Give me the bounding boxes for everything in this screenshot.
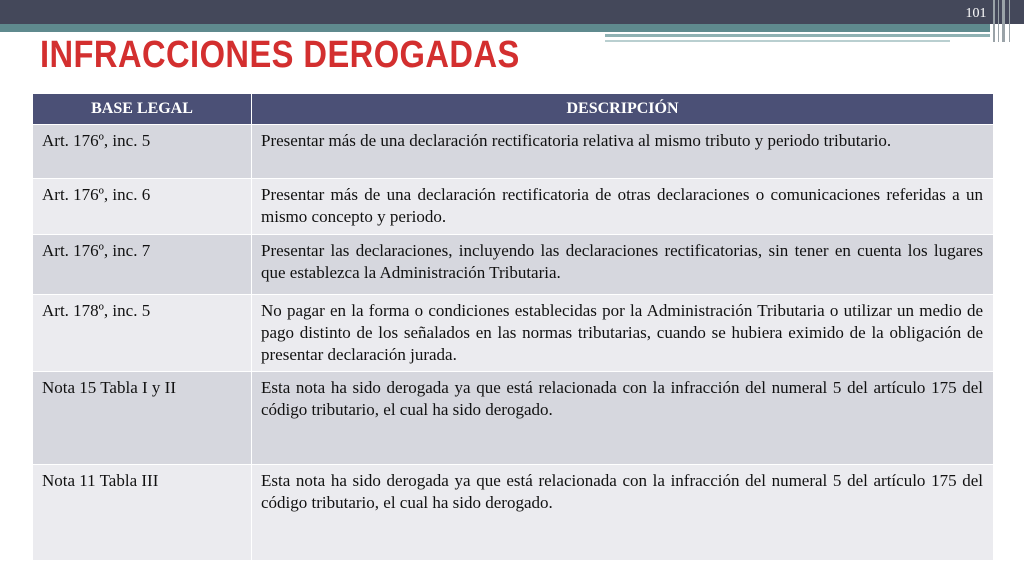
cell-base-legal: Art. 176º, inc. 7 [33, 235, 252, 295]
slide-number: 101 [965, 6, 987, 21]
cell-descripcion: Presentar más de una declaración rectificatoria relativa al mismo tributo y periodo tributario. [252, 125, 994, 179]
slide-title: INFRACCIONES DEROGADAS [40, 34, 520, 76]
cell-base-legal: Nota 15 Tabla I y II [33, 372, 252, 465]
table-row [33, 125, 994, 179]
cell-descripcion: Esta nota ha sido derogada ya que está relacionada con la infracción del numeral 5 del artículo 175 del código tributario, el cual ha sido derogado. [252, 465, 994, 561]
header-base-legal: BASE LEGAL [33, 94, 252, 125]
table-row [33, 295, 994, 372]
top-bar [0, 0, 1024, 24]
cell-descripcion: Esta nota ha sido derogada ya que está relacionada con la infracción del numeral 5 del artículo 175 del código tributario, el cual ha sido derogado. [252, 372, 994, 465]
cell-descripcion: Presentar las declaraciones, incluyendo las declaraciones rectificatorias, sin tener en cuenta los lugares que establezca la Administración Tributaria. [252, 235, 994, 295]
cell-descripcion: Presentar más de una declaración rectificatoria de otras declaraciones o comunicaciones referidas a un mismo concepto y periodo. [252, 179, 994, 235]
cell-base-legal: Art. 176º, inc. 5 [33, 125, 252, 179]
table-row [33, 465, 994, 561]
table-row [33, 235, 994, 295]
cell-base-legal: Art. 178º, inc. 5 [33, 295, 252, 372]
accent-band [0, 24, 990, 32]
header-descripcion: DESCRIPCIÓN [252, 94, 994, 125]
accent-line-thin [605, 40, 950, 42]
cell-descripcion: No pagar en la forma o condiciones establecidas por la Administración Tributaria o utilizar un medio de pago distinto de los señalados en las normas tributarias, cuando se hubiera eximido de la obligación de presentar declaración jurada. [252, 295, 994, 372]
table-row [33, 179, 994, 235]
cell-base-legal: Nota 11 Tabla III [33, 465, 252, 561]
table-header-row [33, 94, 994, 125]
table-row [33, 372, 994, 465]
accent-line [605, 34, 990, 37]
infractions-table [32, 93, 994, 561]
cell-base-legal: Art. 176º, inc. 6 [33, 179, 252, 235]
